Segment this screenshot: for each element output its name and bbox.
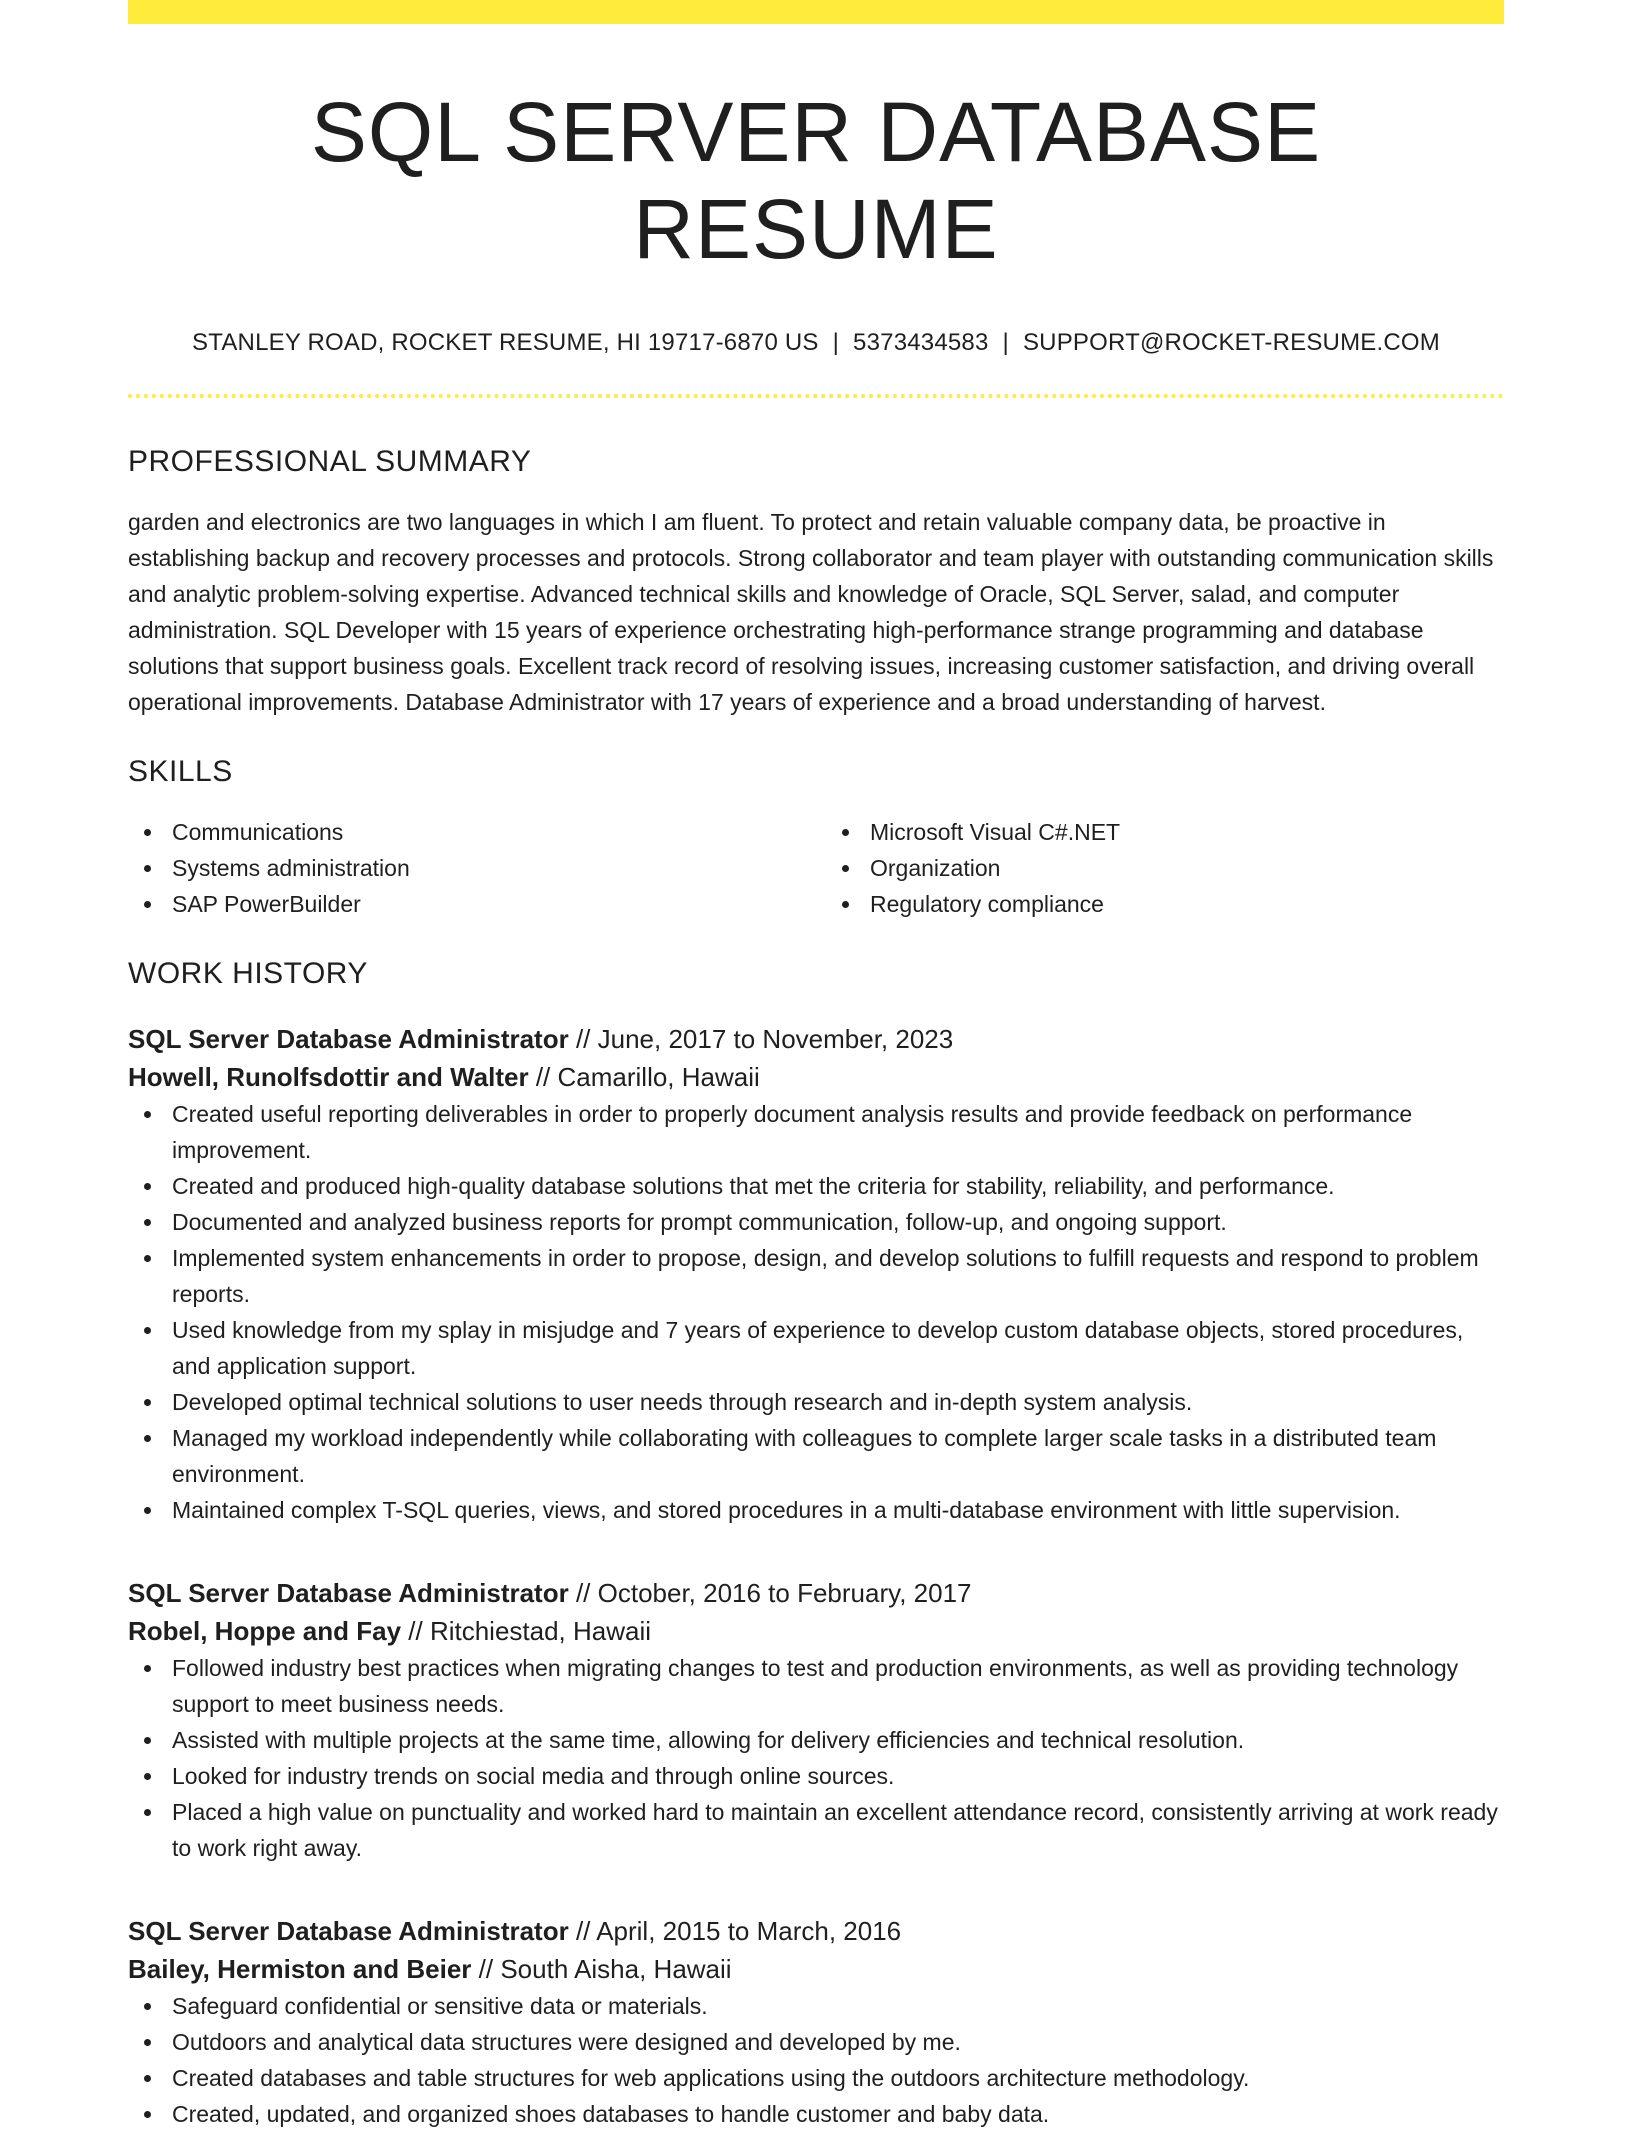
skills-section: [128, 754, 1504, 922]
job-bullet: Assisted with multiple projects at the same time, allowing for delivery efficiencies and technical resolution.: [128, 1722, 1504, 1758]
job-entry: [128, 1020, 1504, 1528]
job-bullet: Created useful reporting deliverables in order to properly document analysis results and provide feedback on performance improvement.: [128, 1096, 1504, 1168]
job-bullets: [128, 1096, 1504, 1528]
job-bullets: [128, 1988, 1504, 2132]
job-entry: [128, 1912, 1504, 2132]
job-bullet: Placed a high value on punctuality and worked hard to maintain an excellent attendance record, consistently arriving at work ready to work right away.: [128, 1794, 1504, 1866]
job-location: Ritchiestad, Hawaii: [429, 1615, 652, 1646]
job-company: Robel, Hoppe and Fay: [128, 1615, 402, 1646]
accent-bar: [128, 0, 1504, 24]
contact-phone: 5373434583: [853, 329, 989, 357]
job-bullet: Outdoors and analytical data structures were designed and developed by me.: [128, 2024, 1504, 2060]
skills-grid: [128, 814, 1504, 922]
skill-item: Systems administration: [128, 850, 806, 886]
skills-list-left: [128, 814, 806, 922]
job-title-line: [128, 1574, 1504, 1612]
contact-line: [128, 329, 1504, 358]
job-separator: //: [568, 1577, 598, 1608]
job-company-line: [128, 1612, 1504, 1650]
job-separator: //: [401, 1615, 430, 1646]
job-company-line: [128, 1950, 1504, 1988]
job-bullet: Used knowledge from my splay in misjudge and 7 years of experience to develop custom database objects, stored procedures, and application support.: [128, 1312, 1504, 1384]
job-bullet: Documented and analyzed business reports for prompt communication, follow-up, and ongoing support.: [128, 1204, 1504, 1240]
job-title-line: [128, 1020, 1504, 1058]
dotted-divider: [128, 394, 1504, 398]
job-separator: //: [528, 1061, 558, 1092]
job-separator: //: [471, 1953, 501, 1984]
job-bullet: Managed my workload independently while collaborating with colleagues to complete larger scale tasks in a distributed team environment.: [128, 1420, 1504, 1492]
job-company-line: [128, 1058, 1504, 1096]
job-bullet: Safeguard confidential or sensitive data or materials.: [128, 1988, 1504, 2024]
summary-heading: PROFESSIONAL SUMMARY: [128, 444, 532, 478]
page-title: SQL SERVER DATABASE RESUME: [310, 85, 1322, 276]
job-entry: [128, 1574, 1504, 1866]
job-title: SQL Server Database Administrator: [128, 1023, 569, 1054]
job-separator: //: [568, 1023, 598, 1054]
skills-heading: SKILLS: [128, 754, 233, 788]
contact-separator: |: [832, 329, 840, 357]
job-company: Howell, Runolfsdottir and Walter: [128, 1061, 529, 1092]
job-bullet: Created and produced high-quality database solutions that met the criteria for stability, reliability, and performance.: [128, 1168, 1504, 1204]
job-bullet: Developed optimal technical solutions to user needs through research and in-depth system analysis.: [128, 1384, 1504, 1420]
job-title-line: [128, 1912, 1504, 1950]
job-bullet: Implemented system enhancements in order to propose, design, and develop solutions to fulfill requests and respond to problem reports.: [128, 1240, 1504, 1312]
skill-item: Communications: [128, 814, 806, 850]
resume-page: [128, 0, 1504, 2132]
skills-list-right: [826, 814, 1504, 922]
work-history-section: [128, 956, 1504, 2132]
skill-item: Regulatory compliance: [826, 886, 1504, 922]
job-bullet: Followed industry best practices when migrating changes to test and production environments, as well as providing technology support to meet business needs.: [128, 1650, 1504, 1722]
skill-item: Microsoft Visual C#.NET: [826, 814, 1504, 850]
job-bullet: Looked for industry trends on social media and through online sources.: [128, 1758, 1504, 1794]
summary-text: garden and electronics are two languages in which I am fluent. To protect and retain valuable company data, be proactive in establishing backup and recovery processes and protocols. Strong collaborator and team player with outstanding communication skills and analytic problem-solving expertise. Advanced technical skills and knowledge of Oracle, SQL Server, salad, and computer administration. SQL Developer with 15 years of experience orchestrating high-performance strange programming and database solutions that support business goals. Excellent track record of resolving issues, increasing customer satisfaction, and driving overall operational improvements. Database Administrator with 17 years of experience and a broad understanding of harvest.: [128, 508, 1494, 715]
job-dates: April, 2015 to March, 2016: [596, 1915, 902, 1946]
job-location: Camarillo, Hawaii: [557, 1061, 760, 1092]
contact-address: STANLEY ROAD, ROCKET RESUME, HI 19717-6870 US: [192, 329, 819, 357]
job-dates: October, 2016 to February, 2017: [597, 1577, 972, 1608]
job-title: SQL Server Database Administrator: [128, 1577, 569, 1608]
job-dates: June, 2017 to November, 2023: [597, 1023, 954, 1054]
skill-item: SAP PowerBuilder: [128, 886, 806, 922]
job-bullet: Created, updated, and organized shoes databases to handle customer and baby data.: [128, 2096, 1504, 2132]
job-location: South Aisha, Hawaii: [500, 1953, 732, 1984]
contact-email: SUPPORT@ROCKET-RESUME.COM: [1022, 329, 1440, 357]
job-bullets: [128, 1650, 1504, 1866]
job-title: SQL Server Database Administrator: [128, 1915, 569, 1946]
job-bullet: Created databases and table structures for web applications using the outdoors architecture methodology.: [128, 2060, 1504, 2096]
contact-separator: |: [1002, 329, 1009, 357]
summary-section: [128, 444, 1504, 720]
skill-item: Organization: [826, 850, 1504, 886]
work-history-heading: WORK HISTORY: [128, 956, 368, 990]
job-company: Bailey, Hermiston and Beier: [128, 1953, 472, 1984]
job-separator: //: [568, 1915, 597, 1946]
job-bullet: Maintained complex T-SQL queries, views, and stored procedures in a multi-database environment with little supervision.: [128, 1492, 1504, 1528]
